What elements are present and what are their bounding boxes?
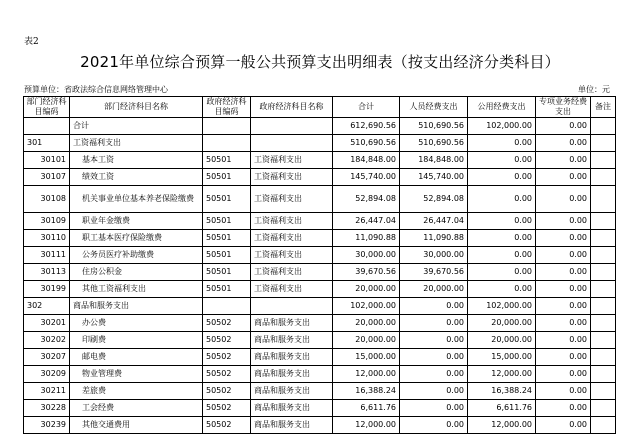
table-row (24, 264, 616, 281)
cell-dept-code: 30199 (24, 281, 70, 298)
cell-total: 510,690.56 (333, 135, 400, 152)
cell-gov-code: 50501 (203, 281, 251, 298)
cell-gov-code: 50501 (203, 169, 251, 186)
cell-personnel: 26,447.04 (400, 213, 468, 230)
cell-note (591, 152, 616, 169)
cell-public: 6,611.76 (468, 400, 536, 417)
cell-special: 0.00 (536, 281, 591, 298)
cell-total: 52,894.08 (333, 186, 400, 213)
cell-gov-name (251, 298, 333, 315)
cell-dept-code: 30239 (24, 417, 70, 434)
cell-gov-name: 商品和服务支出 (251, 315, 333, 332)
cell-gov-name: 商品和服务支出 (251, 349, 333, 366)
cell-dept-name: 合计 (70, 118, 203, 135)
cell-gov-name: 商品和服务支出 (251, 400, 333, 417)
cell-special: 0.00 (536, 315, 591, 332)
cell-gov-code: 50502 (203, 417, 251, 434)
cell-gov-code: 50501 (203, 152, 251, 169)
cell-special: 0.00 (536, 264, 591, 281)
cell-gov-code: 50502 (203, 315, 251, 332)
cell-personnel: 510,690.56 (400, 135, 468, 152)
cell-dept-name: 物业管理费 (70, 366, 203, 383)
cell-total: 12,000.00 (333, 366, 400, 383)
cell-dept-name: 其他交通费用 (70, 417, 203, 434)
header-note: 备注 (591, 97, 616, 118)
cell-dept-code: 30201 (24, 315, 70, 332)
cell-public: 15,000.00 (468, 349, 536, 366)
cell-special: 0.00 (536, 186, 591, 213)
cell-gov-name: 工资福利支出 (251, 281, 333, 298)
cell-note (591, 264, 616, 281)
cell-dept-name: 住房公积金 (70, 264, 203, 281)
cell-public: 0.00 (468, 169, 536, 186)
table-row (24, 169, 616, 186)
cell-gov-code: 50501 (203, 186, 251, 213)
cell-gov-name: 商品和服务支出 (251, 332, 333, 349)
cell-dept-name: 职工基本医疗保险缴费 (70, 230, 203, 247)
cell-dept-code: 30110 (24, 230, 70, 247)
cell-gov-code: 50501 (203, 230, 251, 247)
table-row (24, 298, 616, 315)
cell-gov-code: 50501 (203, 247, 251, 264)
cell-dept-code: 301 (24, 135, 70, 152)
cell-note (591, 383, 616, 400)
cell-special: 0.00 (536, 135, 591, 152)
table-body (24, 118, 616, 434)
cell-special: 0.00 (536, 417, 591, 434)
table-header-row (24, 97, 616, 118)
header-gov-code: 政府经济科目编码 (203, 97, 251, 118)
cell-special: 0.00 (536, 230, 591, 247)
cell-gov-code: 50501 (203, 213, 251, 230)
cell-dept-name: 绩效工资 (70, 169, 203, 186)
expenditure-table (23, 96, 616, 434)
cell-personnel: 30,000.00 (400, 247, 468, 264)
cell-note (591, 281, 616, 298)
table-row (24, 213, 616, 230)
cell-public: 0.00 (468, 230, 536, 247)
cell-gov-name: 工资福利支出 (251, 247, 333, 264)
cell-public: 0.00 (468, 264, 536, 281)
cell-gov-code (203, 135, 251, 152)
cell-special: 0.00 (536, 298, 591, 315)
cell-personnel: 39,670.56 (400, 264, 468, 281)
cell-gov-name (251, 135, 333, 152)
cell-dept-name: 差旅费 (70, 383, 203, 400)
cell-personnel: 0.00 (400, 366, 468, 383)
cell-total: 102,000.00 (333, 298, 400, 315)
cell-total: 184,848.00 (333, 152, 400, 169)
table-row (24, 118, 616, 135)
cell-gov-code (203, 298, 251, 315)
cell-total: 26,447.04 (333, 213, 400, 230)
cell-public: 12,000.00 (468, 417, 536, 434)
cell-dept-code: 30109 (24, 213, 70, 230)
currency-unit: 单位：元 (578, 85, 610, 94)
cell-gov-name: 工资福利支出 (251, 213, 333, 230)
cell-personnel: 145,740.00 (400, 169, 468, 186)
cell-dept-name: 公务员医疗补助缴费 (70, 247, 203, 264)
table-row (24, 230, 616, 247)
cell-public: 16,388.24 (468, 383, 536, 400)
cell-personnel: 0.00 (400, 349, 468, 366)
cell-total: 15,000.00 (333, 349, 400, 366)
cell-special: 0.00 (536, 366, 591, 383)
cell-total: 145,740.00 (333, 169, 400, 186)
cell-special: 0.00 (536, 213, 591, 230)
cell-total: 11,090.88 (333, 230, 400, 247)
cell-gov-code: 50501 (203, 264, 251, 281)
cell-note (591, 135, 616, 152)
cell-gov-code: 50502 (203, 366, 251, 383)
cell-personnel: 20,000.00 (400, 281, 468, 298)
cell-dept-name: 商品和服务支出 (70, 298, 203, 315)
cell-dept-name: 其他工资福利支出 (70, 281, 203, 298)
cell-dept-name: 机关事业单位基本养老保险缴费 (70, 186, 203, 213)
table-row (24, 186, 616, 213)
cell-personnel: 510,690.56 (400, 118, 468, 135)
cell-public: 102,000.00 (468, 118, 536, 135)
cell-dept-name: 工会经费 (70, 400, 203, 417)
cell-special: 0.00 (536, 247, 591, 264)
table-row (24, 366, 616, 383)
cell-note (591, 298, 616, 315)
cell-total: 30,000.00 (333, 247, 400, 264)
cell-public: 0.00 (468, 152, 536, 169)
cell-dept-code: 30202 (24, 332, 70, 349)
header-dept-code: 部门经济科目编码 (24, 97, 70, 118)
cell-gov-code: 50502 (203, 400, 251, 417)
cell-personnel: 52,894.08 (400, 186, 468, 213)
cell-note (591, 349, 616, 366)
cell-public: 0.00 (468, 135, 536, 152)
cell-dept-code: 30209 (24, 366, 70, 383)
cell-special: 0.00 (536, 400, 591, 417)
cell-dept-code: 30228 (24, 400, 70, 417)
cell-dept-name: 工资福利支出 (70, 135, 203, 152)
cell-gov-code (203, 118, 251, 135)
table-row (24, 400, 616, 417)
cell-note (591, 118, 616, 135)
cell-note (591, 366, 616, 383)
unit-info-line (24, 84, 616, 96)
cell-dept-code: 302 (24, 298, 70, 315)
cell-dept-name: 印刷费 (70, 332, 203, 349)
cell-gov-name: 工资福利支出 (251, 186, 333, 213)
cell-public: 12,000.00 (468, 366, 536, 383)
table-row (24, 349, 616, 366)
cell-gov-name: 工资福利支出 (251, 230, 333, 247)
cell-total: 20,000.00 (333, 315, 400, 332)
cell-public: 0.00 (468, 281, 536, 298)
cell-public: 20,000.00 (468, 315, 536, 332)
cell-dept-name: 邮电费 (70, 349, 203, 366)
cell-note (591, 247, 616, 264)
cell-public: 0.00 (468, 213, 536, 230)
cell-gov-name: 商品和服务支出 (251, 417, 333, 434)
cell-public: 102,000.00 (468, 298, 536, 315)
cell-dept-code: 30107 (24, 169, 70, 186)
cell-dept-code: 30101 (24, 152, 70, 169)
table-number-label: 表2 (24, 37, 39, 47)
header-personnel: 人员经费支出 (400, 97, 468, 118)
cell-special: 0.00 (536, 349, 591, 366)
cell-personnel: 184,848.00 (400, 152, 468, 169)
cell-personnel: 0.00 (400, 400, 468, 417)
cell-total: 20,000.00 (333, 332, 400, 349)
cell-total: 6,611.76 (333, 400, 400, 417)
cell-total: 39,670.56 (333, 264, 400, 281)
cell-gov-name: 工资福利支出 (251, 152, 333, 169)
cell-special: 0.00 (536, 152, 591, 169)
cell-public: 0.00 (468, 186, 536, 213)
table-row (24, 383, 616, 400)
cell-note (591, 230, 616, 247)
table-row (24, 152, 616, 169)
cell-personnel: 0.00 (400, 417, 468, 434)
cell-dept-code: 30113 (24, 264, 70, 281)
cell-dept-code: 30207 (24, 349, 70, 366)
cell-dept-name: 办公费 (70, 315, 203, 332)
table-row (24, 135, 616, 152)
cell-total: 12,000.00 (333, 417, 400, 434)
cell-personnel: 0.00 (400, 332, 468, 349)
table-row (24, 332, 616, 349)
table-row (24, 281, 616, 298)
cell-dept-code: 30108 (24, 186, 70, 213)
header-dept-name: 部门经济科目名称 (70, 97, 203, 118)
cell-dept-name: 基本工资 (70, 152, 203, 169)
table-row (24, 315, 616, 332)
header-public: 公用经费支出 (468, 97, 536, 118)
cell-public: 20,000.00 (468, 332, 536, 349)
budget-unit (24, 84, 168, 95)
cell-special: 0.00 (536, 118, 591, 135)
cell-dept-code: 30211 (24, 383, 70, 400)
cell-gov-code: 50502 (203, 332, 251, 349)
cell-note (591, 169, 616, 186)
cell-special: 0.00 (536, 383, 591, 400)
cell-total: 16,388.24 (333, 383, 400, 400)
cell-note (591, 186, 616, 213)
header-special: 专项业务经费支出 (536, 97, 591, 118)
cell-note (591, 213, 616, 230)
cell-dept-code: 30111 (24, 247, 70, 264)
cell-note (591, 315, 616, 332)
cell-gov-code: 50502 (203, 383, 251, 400)
budget-unit-prefix: 预算单位： (24, 85, 64, 94)
table-row (24, 247, 616, 264)
cell-total: 20,000.00 (333, 281, 400, 298)
cell-personnel: 0.00 (400, 298, 468, 315)
cell-gov-name: 商品和服务支出 (251, 366, 333, 383)
cell-note (591, 400, 616, 417)
cell-gov-name: 工资福利支出 (251, 264, 333, 281)
cell-gov-name: 工资福利支出 (251, 169, 333, 186)
cell-gov-code: 50502 (203, 349, 251, 366)
cell-note (591, 332, 616, 349)
cell-personnel: 0.00 (400, 315, 468, 332)
budget-unit-name: 省政法综合信息网络管理中心 (64, 85, 168, 94)
cell-dept-name: 职业年金缴费 (70, 213, 203, 230)
cell-gov-name: 商品和服务支出 (251, 383, 333, 400)
cell-special: 0.00 (536, 332, 591, 349)
cell-public: 0.00 (468, 247, 536, 264)
cell-personnel: 11,090.88 (400, 230, 468, 247)
header-gov-name: 政府经济科目名称 (251, 97, 333, 118)
page-title: 2021年单位综合预算一般公共预算支出明细表（按支出经济分类科目） (80, 53, 560, 71)
cell-total: 612,690.56 (333, 118, 400, 135)
cell-gov-name (251, 118, 333, 135)
cell-dept-code (24, 118, 70, 135)
cell-personnel: 0.00 (400, 383, 468, 400)
cell-special: 0.00 (536, 169, 591, 186)
header-total: 合计 (333, 97, 400, 118)
